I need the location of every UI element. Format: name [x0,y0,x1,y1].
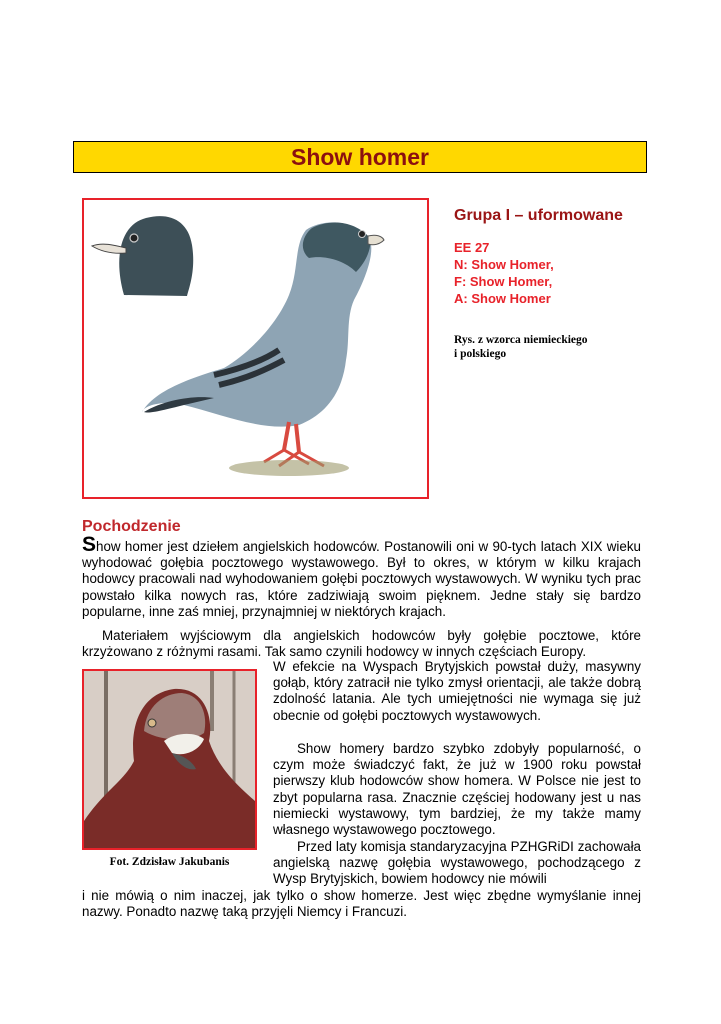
pigeon-drawing-illustration [84,200,427,497]
photo-caption: Fot. Zdzisław Jakubanis [109,856,230,868]
origin-paragraph-5: Przed laty komisja standaryzacyjna PZHGRiDI zachowała angielską nazwę gołębia wystawowego, pochodzącego z Wysp Brytyjskich, bowiem hodowcy nie mówili [273,839,641,887]
origin-paragraph-5-continued: i nie mówią o nim inaczej, jak tylko o show homerze. Jest więc zbędne wymyślanie innej nazwy. Ponadto nazwę taką przyjęli Niemcy i Francuzi. [82,888,641,920]
origin-paragraph-4: Show homery bardzo szybko zdobyły popularność, o czym może świadczyć fakt, że już w 1900 roku powstał pierwszy klub hodowców show homera. W Polsce nie jest to zbyt popularna rasa. Znacznie częściej hodowany jest u nas niemiecki wystawowy, tym bardziej, że my także mamy własnego wystawowego pocztowego. [273,741,641,838]
pigeon-photo-figure [82,669,257,850]
name-german: N: Show Homer, [454,257,554,272]
title-bar [73,141,647,173]
pigeon-photo [84,671,255,848]
origin-paragraph-3: W efekcie na Wyspach Brytyjskich powstał duży, masywny gołąb, który zatracił nie tylko zmysł orientacji, ale także dobrą zdolność latania. Ale tych umiejętności nie wymaga się już obecnie od gołębi pocztowych wystawowych. [273,659,641,723]
drop-cap: S [82,533,97,556]
name-english: A: Show Homer [454,291,551,306]
origin-paragraph-2: Materiałem wyjściowym dla angielskich hodowców były gołębie pocztowe, które krzyżowano z różnymi rasami. Tak samo czynili hodowcy w innych częściach Europy. [82,628,641,660]
drawing-caption-line: Rys. z wzorca niemieckiego [454,334,588,346]
drawing-caption [454,333,654,361]
group-title: Grupa I – uformowane [454,207,623,224]
pigeon-drawing-figure [82,198,429,499]
breed-info-panel [454,207,654,361]
origin-paragraph-1 [82,533,641,620]
name-french: F: Show Homer, [454,274,553,289]
standard-number: EE 27 [454,240,490,255]
page-title: Show homer [290,143,429,170]
paragraph-text: how homer jest dziełem angielskich hodowców. Postanowili oni w 90-tych latach XIX wieku wyhodować gołębia pocztowego wystawowego. Był to okres, w którym w kilku krajach hodowcy pracowali nad wyhodowaniem gołębi pocztowych wystawowych. W wyniku tych prac powstało kilka nowych ras, które zadziwiają swoim pięknem. Jedne stały się bardzo popularne, inne zaś mniej, przynajmniej w niektórych krajach. [82,539,641,619]
origin-heading: Pochodzenie [82,518,181,535]
drawing-caption-line: i polskiego [454,348,507,360]
